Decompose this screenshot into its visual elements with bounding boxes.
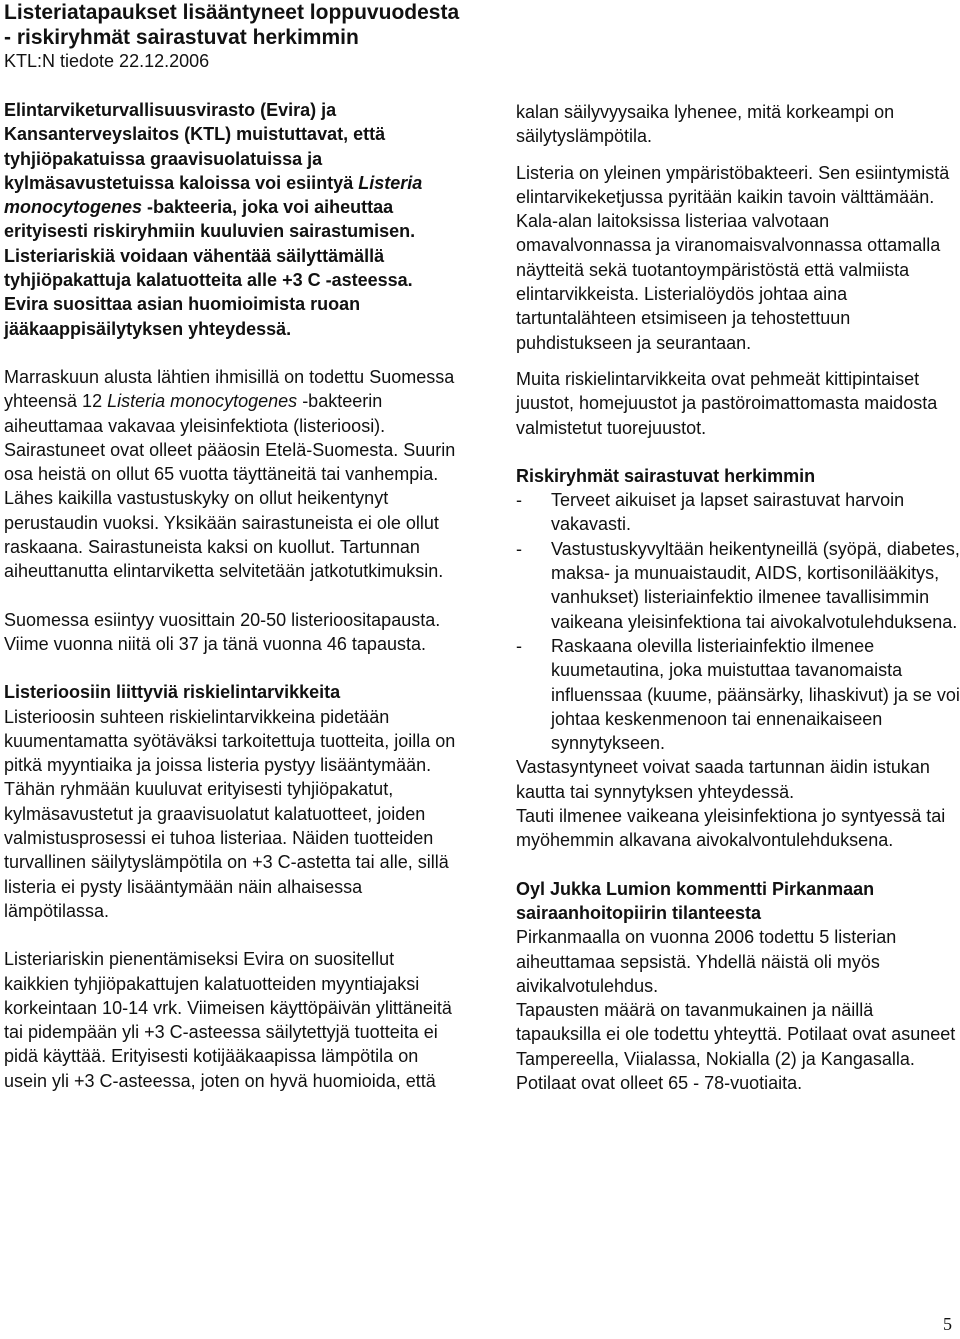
annual-cases-paragraph: Suomessa esiintyy vuosittain 20-50 listerioositapausta. Viime vuonna niitä oli 37 ja tänä vuonna 46 tapausta. [4, 609, 441, 654]
cases-connection-paragraph: Tapausten määrä on tavanmukainen ja näillä tapauksilla ei ole todettu yhteyttä. Potilaat ovat asuneet Tampereella, Viialassa, Nokialla (2) ja Kangasalla. [516, 1000, 956, 1069]
risk-reduction-paragraph: Listeriariskin pienentämiseksi Evira on suositellut kaikkien tyhjiöpakattujen kalatuotteiden myyntiajaksi korkeintaan 10-14 vrk. Viimeisen käyttöpäivän ylittäneitä tai pidempään yli +3 C-asteessa säilytettyjä tuotteita ei pidä käyttää. Erityisesti kotijääkaapissa lämpötila on usein yli +3 C-asteessa, joten on hyvä huomioida, että [4, 949, 452, 1091]
other-risk-foods-paragraph: Muita riskielintarvikkeita ovat pehmeät kittipintaiset juustot, homejuustot ja pastöroimattomasta maidosta valmistetut tuorejuustot. [516, 368, 938, 438]
list-item: - Raskaana olevilla listeriainfektio ilmenee kuumetautina, joka muistuttaa tavanomaista influenssaa (kuume, päänsärky, lihaskivut) ja se voi johtaa keskenmenoon tai ennenaikaiseen synnytykseen. [516, 634, 960, 755]
pirkanmaa-paragraph: Pirkanmaalla on vuonna 2006 todettu 5 listerian aiheuttamaa sepsistä. Yhdellä näistä oli myös aivikalvotulehdus. [516, 927, 897, 996]
left-column [4, 98, 459, 1093]
risk-groups-heading: Riskiryhmät sairastuvat herkimmin [516, 465, 816, 486]
cases-text-a: Marraskuun alusta lähtien ihmisillä on todettu Suomessa yhteensä 12 [4, 366, 455, 412]
page-number: 5 [943, 1314, 952, 1334]
shelf-life-paragraph: kalan säilyvyysaika lyhenee, mitä korkeampi on säilytyslämpötila. [516, 102, 895, 147]
list-item: - Vastustuskyvyltään heikentyneillä (syöpä, diabetes, maksa- ja munuaistaudit, AIDS, kortisonilääkitys, vanhukset) listeriainfektio ilmenee tavallisimmin vaikeana yleisinfektiona tai aivokalvotulehduksena. [516, 537, 960, 634]
intro-text-a: Elintarviketurvallisuusvirasto (Evira) ja Kansanterveyslaitos (KTL) muistuttavat, että tyhjiöpakatuissa graavisuolatuissa ja kylmäsavustetuissa kaloissa voi esiintyä [4, 100, 386, 193]
newborns-paragraph: Vastasyntyneet voivat saada tartunnan äidin istukan kautta tai synnytyksen yhteydessä. [516, 757, 930, 802]
disease-paragraph: Tauti ilmenee vaikeana yleisinfektiona jo syntyessä tai myöhemmin alkavana aivokalvontulehduksena. [516, 806, 946, 851]
environment-paragraph: Listeria on yleinen ympäristöbakteeri. Sen esiintymistä elintarvikeketjussa pyritään kaikin tavoin välttämään. Kala-alan laitoksissa listeriaa valvotaan omavalvonnassa ja viranomaisvalvonnassa ottamalla näytteitä sekä tuotantoympäristöstä että valmiista elintarvikkeista. Listerialöydös johtaa aina tartuntalähteen etsimiseen ja tehostettuun puhdistukseen ja seurantaan. [516, 162, 950, 353]
right-column [516, 100, 960, 1095]
risk-groups-list [516, 488, 960, 755]
document-header [4, 0, 604, 72]
risk-foods-heading: Listerioosiin liittyviä riskielintarvikkeita [4, 682, 341, 703]
cases-species-name: Listeria monocytogenes [107, 391, 298, 412]
document-title-line-2: - riskiryhmät sairastuvat herkimmin [4, 26, 359, 49]
risk-foods-paragraph: Listerioosin suhteen riskielintarvikkeina pidetään kuumentamatta syötäväksi tarkoitettuja tuotteita, joilla on pitkä myyntiaika ja joissa listeria pystyy lisääntymään. Tähän ryhmään kuuluvat erityisesti tyhjiöpakatut, kylmäsavustetut ja graavisuolatut kalatuotteet, joiden valmistusprosessi ei tuhoa listeriaa. Näiden tuotteiden turvallinen säilytyslämpötila on +3 C-astetta tai alle, sillä listeria ei pysty lisääntymään näin alhaisessa lämpötilassa. [4, 706, 456, 921]
cases-text-b: -bakteerin aiheuttamaa vakavaa yleisinfektiota (listerioosi). Sairastuneet ovat olleet pääosin Etelä-Suomesta. Suurin osa heistä on ollut 65 vuotta täyttäneitä tai vanhempia. Lähes kaikilla vastustuskyky on ollut heikentynyt perustaudin vuoksi. Yksikään sairastuneista ei ole ollut raskaana. Sairastuneista kaksi on kuollut. Tartunnan aiheuttanutta elintarviketta selvitetään jatkotutkimuksin. [4, 391, 456, 582]
intro-text-b: -bakteeria, joka voi aiheuttaa erityisesti riskiryhmiin kuuluvien sairastumisen. Listeriariskiä voidaan vähentää säilyttämällä tyhjiöpakattuja kalatuotteita alle +3 C -asteessa. Evira suosittaa asian huomioimista ruoan jääkaappisäilytyksen yhteydessä. [4, 197, 416, 339]
patients-age-paragraph: Potilaat ovat olleet 65 - 78-vuotiaita. [516, 1072, 803, 1093]
document-subtitle: KTL:N tiedote 22.12.2006 [4, 51, 210, 71]
intro-species-name: Listeria monocytogenes [4, 172, 423, 218]
cases-paragraph [4, 365, 459, 584]
comment-heading: Oyl Jukka Lumion kommentti Pirkanmaan sairaanhoitopiirin tilanteesta [516, 878, 875, 923]
document-title-line-1: Listeriatapaukset lisääntyneet loppuvuodesta [4, 1, 460, 24]
intro-paragraph [4, 98, 459, 341]
list-item: - Terveet aikuiset ja lapset sairastuvat harvoin vakavasti. [516, 488, 960, 537]
